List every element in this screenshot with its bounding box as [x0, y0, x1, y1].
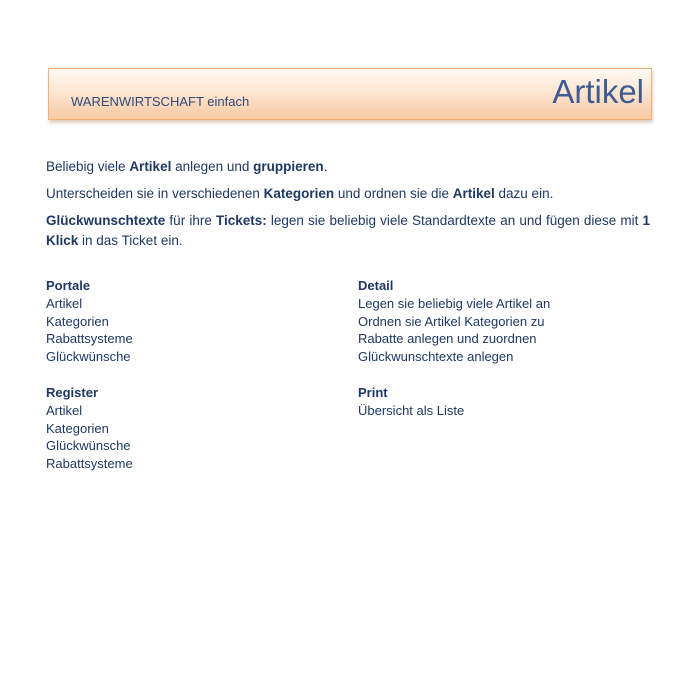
- section-heading: Register: [46, 385, 99, 400]
- list-item: Glückwünsche: [46, 438, 131, 454]
- section-heading: Portale: [46, 278, 91, 293]
- bold-text: Artikel: [452, 186, 495, 201]
- list-item: Glückwünsche: [46, 349, 131, 365]
- list-item: Artikel: [46, 402, 83, 418]
- section-list: [46, 402, 133, 473]
- section-list: [358, 295, 550, 366]
- text-run: legen sie beliebig viele Standardtexte an und fügen diese mit: [266, 213, 643, 228]
- text-run: Beliebig viele: [46, 159, 130, 174]
- bold-text: Artikel: [129, 159, 172, 174]
- text-run: in das Ticket ein.: [78, 233, 183, 248]
- section-print: [358, 384, 464, 420]
- bold-text: gruppieren: [253, 159, 324, 174]
- section-list: [358, 402, 464, 420]
- intro-paragraph-2: [46, 184, 650, 204]
- list-item: Rabattsysteme: [46, 331, 133, 347]
- list-item: Glückwunschtexte anlegen: [358, 349, 514, 365]
- section-list: [46, 295, 133, 366]
- section-register: [46, 384, 133, 473]
- bold-text: Tickets:: [215, 213, 267, 228]
- banner-subtitle: WARENWIRTSCHAFT einfach: [71, 94, 250, 109]
- list-item: Ordnen sie Artikel Kategorien zu: [358, 313, 545, 329]
- bold-text: Kategorien: [263, 186, 335, 201]
- intro-text: [46, 157, 650, 258]
- page-title: Artikel: [552, 73, 644, 110]
- list-item: Artikel: [46, 295, 83, 311]
- bold-text: 1 Klick: [46, 213, 650, 248]
- list-item: Legen sie beliebig viele Artikel an: [358, 295, 551, 311]
- list-item: Kategorien: [46, 420, 109, 436]
- title-banner: [48, 68, 652, 120]
- text-run: dazu ein.: [494, 186, 554, 201]
- text-run: anlegen und: [171, 159, 254, 174]
- section-heading: Print: [358, 385, 388, 400]
- list-item: Übersicht als Liste: [358, 402, 465, 418]
- text-run: Unterscheiden sie in verschiedenen: [46, 186, 264, 201]
- text-run: und ordnen sie die: [334, 186, 453, 201]
- text-run: .: [323, 159, 328, 174]
- list-item: Kategorien: [46, 313, 109, 329]
- bold-text: Glückwunschtexte: [46, 213, 166, 228]
- intro-paragraph-3: [46, 211, 650, 251]
- intro-paragraph-1: [46, 157, 650, 177]
- list-item: Rabattsysteme: [46, 456, 133, 472]
- section-detail: [358, 277, 550, 366]
- text-run: für ihre: [165, 213, 216, 228]
- list-item: Rabatte anlegen und zuordnen: [358, 331, 537, 347]
- section-heading: Detail: [358, 278, 394, 293]
- section-portale: [46, 277, 133, 366]
